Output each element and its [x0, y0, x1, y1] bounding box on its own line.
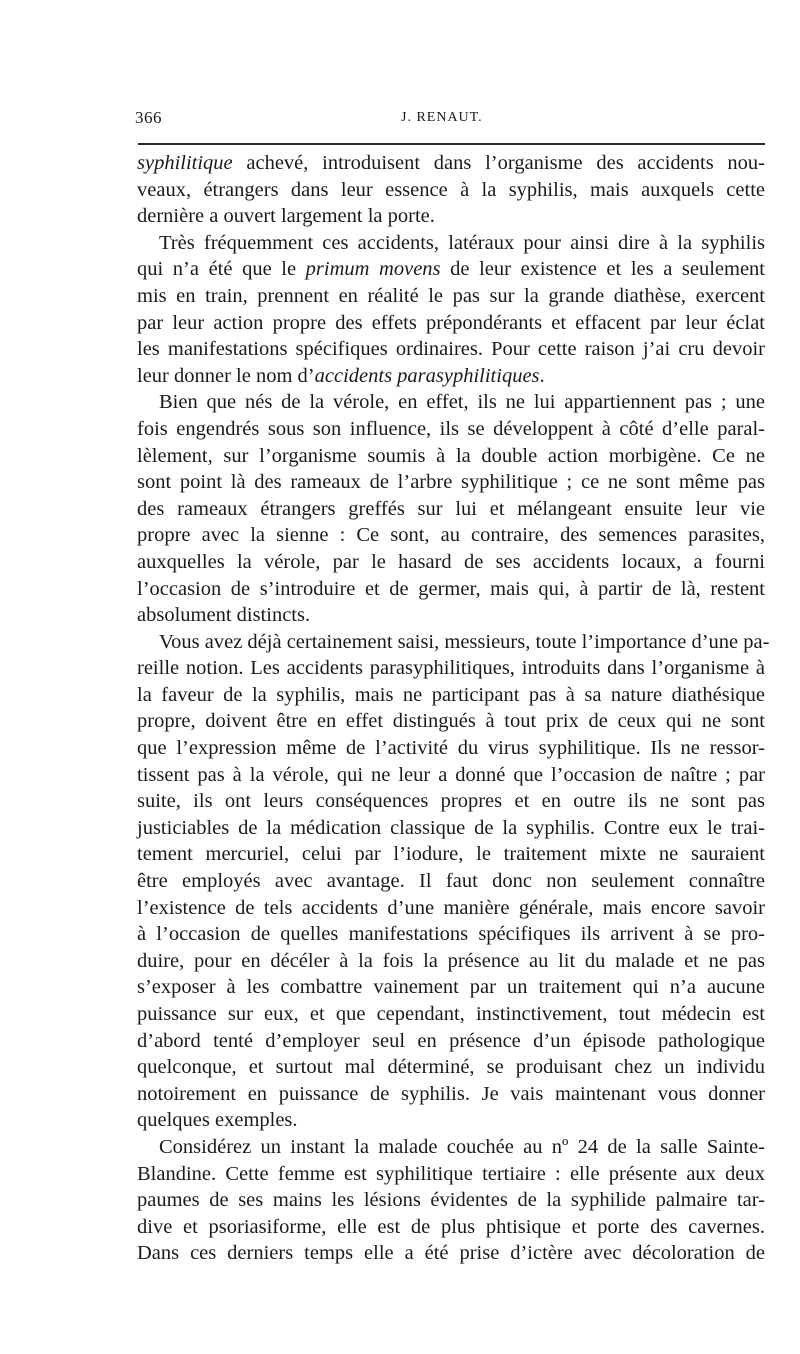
- text-line: lèlement, sur l’organisme soumis à la double action morbigène. Ce ne: [137, 444, 765, 467]
- text-line: syphilitique achevé, introduisent dans l’organisme des accidents nou-: [137, 152, 765, 174]
- running-head: J. RENAUT.: [401, 110, 483, 125]
- text-line: Très fréquemment ces accidents, latéraux pour ainsi dire à la syphilis: [159, 231, 765, 254]
- header-rule: [138, 143, 765, 145]
- text-line: s’exposer à les combattre vainement par un traitement qui n’a aucune: [137, 976, 765, 999]
- text-line: fois engendrés sous son influence, ils se développent à côté d’elle paral-: [137, 417, 765, 440]
- page-number: 366: [135, 108, 162, 127]
- text-line: propre, doivent être en effet distingués à tout prix de ceux qui ne sont: [137, 710, 765, 733]
- text-line: que l’expression même de l’activité du virus syphilitique. Ils ne ressor-: [137, 737, 765, 760]
- text-line: la faveur de la syphilis, mais ne participant pas à sa nature diathésique: [137, 683, 765, 706]
- text-line: les manifestations spécifiques ordinaires. Pour cette raison j’ai cru devoir: [137, 338, 765, 361]
- body-text: [137, 150, 770, 1267]
- text-line: d’abord tenté d’employer seul en présence d’un épisode pathologique: [137, 1029, 765, 1052]
- text-line: Blandine. Cette femme est syphilitique tertiaire : elle présente aux deux: [137, 1162, 765, 1185]
- text-line: tement mercuriel, celui par l’iodure, le traitement mixte ne sauraient: [137, 843, 765, 866]
- text-line: quelques exemples.: [137, 1109, 298, 1132]
- text-line: notoirement en puissance de syphilis. Je vais maintenant vous donner: [137, 1082, 765, 1105]
- text-line: par leur action propre des effets prépondérants et effacent par leur éclat: [137, 311, 765, 334]
- text-line: Considérez un instant la malade couchée au nº 24 de la salle Sainte-: [159, 1135, 765, 1158]
- text-line: duire, pour en décéler à la fois la présence au lit du malade et ne pas: [137, 949, 765, 972]
- text-line: veaux, étrangers dans leur essence à la syphilis, mais auxquels cette: [137, 178, 765, 201]
- text-line: mis en train, prennent en réalité le pas sur la grande diathèse, exercent: [137, 284, 765, 307]
- text-line: leur donner le nom d’accidents parasyphilitiques.: [137, 364, 545, 387]
- text-line: être employés avec avantage. Il faut donc non seulement connaître: [137, 870, 765, 893]
- text-line: tissent pas à la vérole, qui ne leur a donné que l’occasion de naître ; par: [137, 763, 765, 786]
- text-line: justiciables de la médication classique de la syphilis. Contre eux le trai-: [137, 816, 765, 839]
- text-line: Bien que nés de la vérole, en effet, ils ne lui appartiennent pas ; une: [159, 391, 765, 414]
- text-line: absolument distincts.: [137, 604, 311, 627]
- text-line: propre avec la sienne : Ce sont, au contraire, des semences parasites,: [137, 524, 765, 547]
- text-line: des rameaux étrangers greffés sur lui et mélangeant ensuite leur vie: [137, 497, 765, 520]
- text-line: puissance sur eux, et que cependant, instinctivement, tout médecin est: [137, 1003, 765, 1025]
- text-line: quelconque, et surtout mal déterminé, se produisant chez un individu: [137, 1056, 765, 1079]
- text-line: Dans ces derniers temps elle a été prise d’ictère avec décoloration de: [137, 1242, 765, 1265]
- text-line: sont point là des rameaux de l’arbre syphilitique ; ce ne sont même pas: [137, 471, 765, 494]
- text-line: reille notion. Les accidents parasyphilitiques, introduits dans l’organisme à: [137, 657, 765, 680]
- text-line: paumes de ses mains les lésions évidentes de la syphilide palmaire tar-: [137, 1189, 765, 1212]
- text-line: l’occasion de s’introduire et de germer, mais qui, à partir de là, restent: [137, 577, 765, 600]
- text-line: Vous avez déjà certainement saisi, messieurs, toute l’importance d’une pa-: [159, 630, 770, 653]
- text-line: auxquelles la vérole, par le hasard de ses accidents locaux, a fourni: [137, 550, 765, 573]
- page-header: [135, 108, 765, 132]
- text-line: dive et psoriasiforme, elle est de plus phtisique et porte des cavernes.: [137, 1215, 765, 1238]
- text-line: à l’occasion de quelles manifestations spécifiques ils arrivent à se pro-: [137, 923, 765, 946]
- text-line: qui n’a été que le primum movens de leur existence et les a seulement: [137, 258, 766, 281]
- text-line: suite, ils ont leurs conséquences propres et en outre ils ne sont pas: [137, 790, 765, 813]
- text-line: dernière a ouvert largement la porte.: [137, 205, 435, 228]
- text-line: l’existence de tels accidents d’une manière générale, mais encore savoir: [137, 896, 765, 919]
